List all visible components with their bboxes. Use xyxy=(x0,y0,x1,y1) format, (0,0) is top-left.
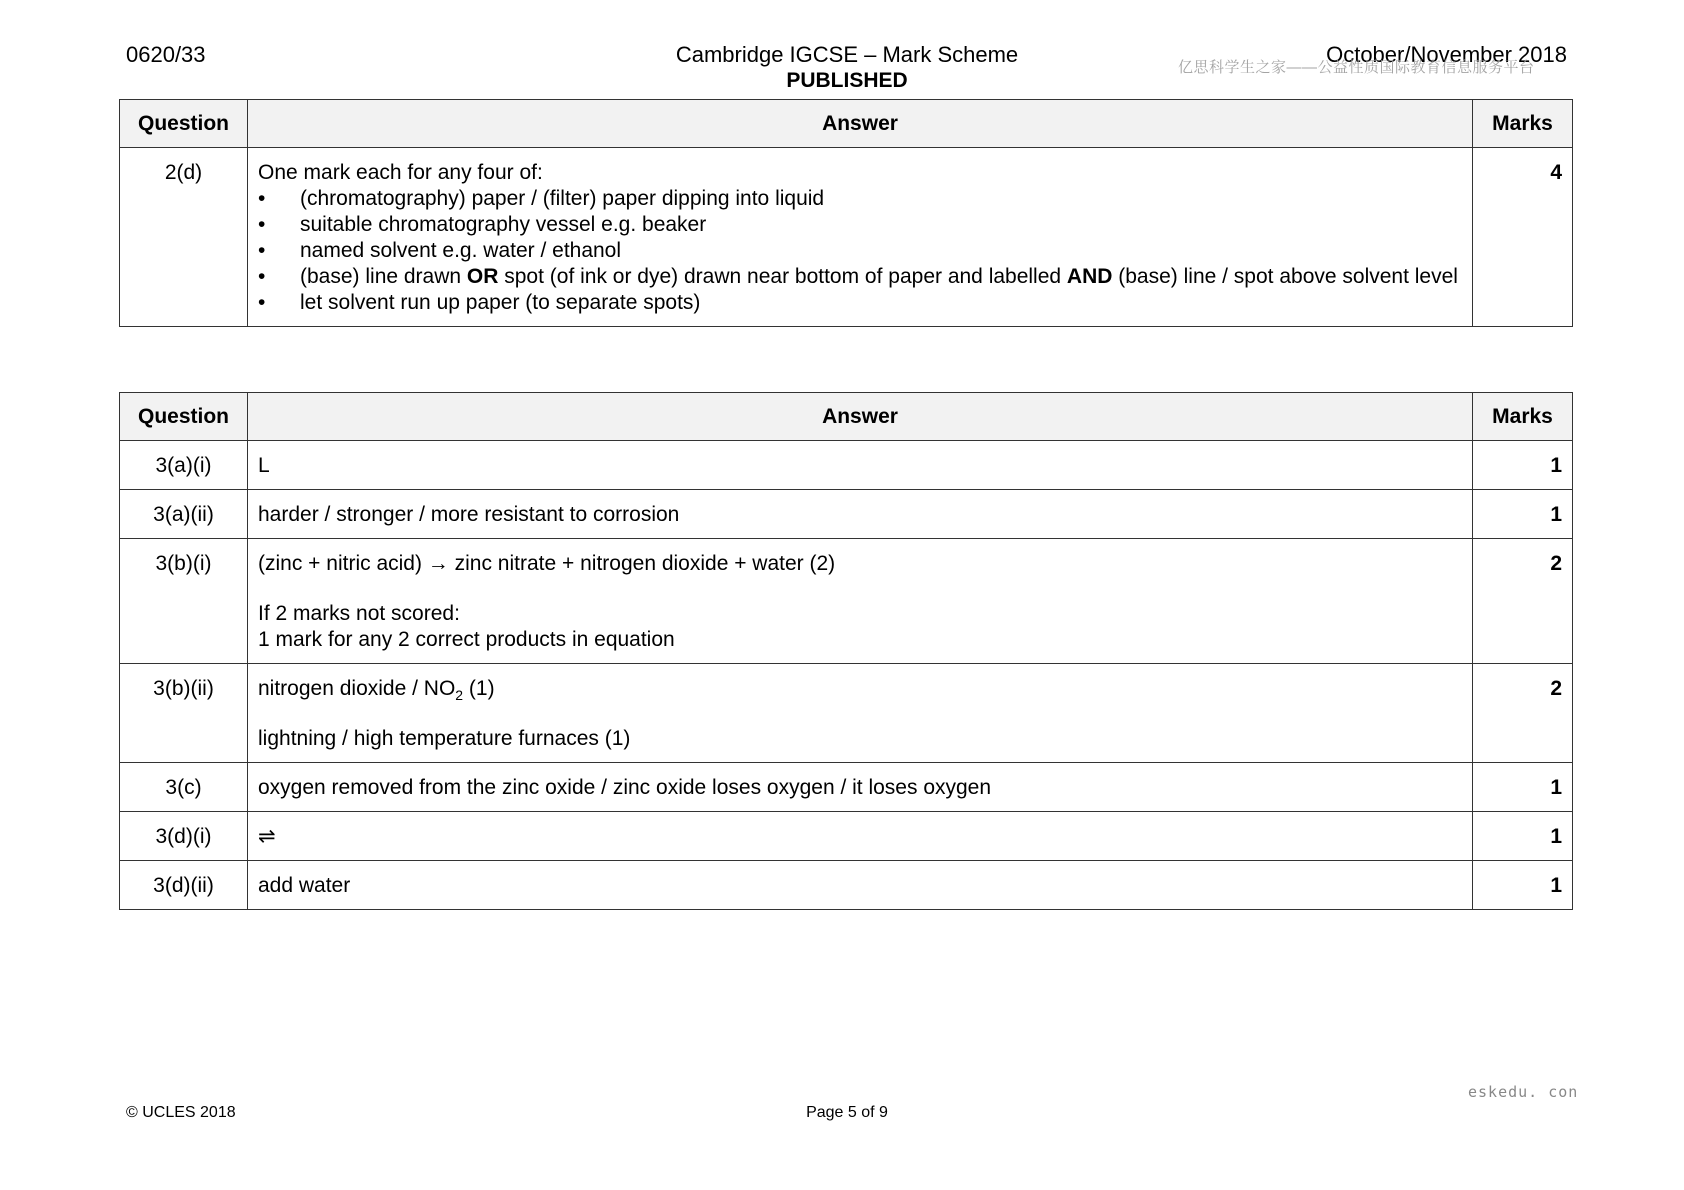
column-header-question: Question xyxy=(120,100,248,148)
question-number: 3(d)(ii) xyxy=(120,861,248,910)
column-header-marks: Marks xyxy=(1473,393,1573,441)
marks-value: 1 xyxy=(1473,490,1573,539)
question-number: 3(d)(i) xyxy=(120,812,248,861)
mark-scheme-table-2 xyxy=(119,392,1573,910)
column-header-answer: Answer xyxy=(248,393,1473,441)
column-header-question: Question xyxy=(120,393,248,441)
mark-scheme-table-1 xyxy=(119,99,1573,327)
table-row xyxy=(120,148,1573,327)
publish-status: PUBLISHED xyxy=(786,69,908,92)
answer-line: If 2 marks not scored: xyxy=(258,602,460,625)
answer-cell xyxy=(248,539,1473,664)
table-row xyxy=(120,861,1573,910)
table-header-row xyxy=(120,393,1573,441)
list-item: • let solvent run up paper (to separate spots) xyxy=(258,290,1462,316)
paper-code: 0620/33 xyxy=(126,42,206,67)
text-fragment: spot (of ink or dye) drawn near bottom of paper and labelled xyxy=(498,265,1067,288)
answer-intro: One mark each for any four of: xyxy=(258,161,543,184)
column-header-marks: Marks xyxy=(1473,100,1573,148)
question-number: 3(c) xyxy=(120,763,248,812)
answer-line: lightning / high temperature furnaces (1) xyxy=(258,727,631,750)
table-row xyxy=(120,490,1573,539)
answer-cell xyxy=(248,148,1473,327)
page-number: Page 5 of 9 xyxy=(806,1104,888,1121)
list-item: • suitable chromatography vessel e.g. beaker xyxy=(258,212,1462,238)
marks-value: 2 xyxy=(1473,664,1573,763)
document-title: Cambridge IGCSE – Mark Scheme xyxy=(675,42,1019,67)
answer-cell xyxy=(248,664,1473,763)
bold-keyword: OR xyxy=(466,265,499,288)
table-row xyxy=(120,812,1573,861)
table-row xyxy=(120,664,1573,763)
marks-value: 1 xyxy=(1473,812,1573,861)
marks-value: 2 xyxy=(1473,539,1573,664)
answer-line: 1 mark for any 2 correct products in equation xyxy=(258,628,675,651)
answer-cell: add water xyxy=(248,861,1473,910)
exam-session: October/November 2018 xyxy=(1326,42,1567,67)
list-item: • named solvent e.g. water / ethanol xyxy=(258,238,1462,264)
text-fragment: (base) line / spot above solvent level xyxy=(1112,265,1458,288)
subscript: 2 xyxy=(455,687,464,704)
column-header-answer: Answer xyxy=(248,100,1473,148)
text-fragment: (1) xyxy=(463,677,495,700)
table-header-row xyxy=(120,100,1573,148)
copyright-notice: © UCLES 2018 xyxy=(126,1104,236,1121)
answer-cell: harder / stronger / more resistant to corrosion xyxy=(248,490,1473,539)
watermark-text: 亿思科学生之家——公益性质国际教育信息服务平台 xyxy=(1178,59,1535,76)
question-number: 2(d) xyxy=(120,148,248,327)
site-watermark: eskedu. con xyxy=(1468,1083,1579,1101)
answer-bullet-list xyxy=(258,186,1462,316)
answer-cell: L xyxy=(248,441,1473,490)
text-fragment: nitrogen dioxide / NO xyxy=(258,677,456,700)
table-row xyxy=(120,763,1573,812)
marks-value: 1 xyxy=(1473,441,1573,490)
text-fragment: (base) line drawn xyxy=(300,265,467,288)
answer-line xyxy=(258,676,1462,702)
question-number: 3(b)(ii) xyxy=(120,664,248,763)
list-item xyxy=(258,264,1462,290)
marks-value: 1 xyxy=(1473,763,1573,812)
marks-value: 1 xyxy=(1473,861,1573,910)
answer-cell: oxygen removed from the zinc oxide / zinc oxide loses oxygen / it loses oxygen xyxy=(248,763,1473,812)
bold-keyword: AND xyxy=(1066,265,1113,288)
table-row xyxy=(120,539,1573,664)
question-number: 3(b)(i) xyxy=(120,539,248,664)
question-number: 3(a)(i) xyxy=(120,441,248,490)
question-number: 3(a)(ii) xyxy=(120,490,248,539)
answer-line: (zinc + nitric acid) → zinc nitrate + nitrogen dioxide + water (2) xyxy=(258,552,836,575)
marks-value: 4 xyxy=(1473,148,1573,327)
answer-cell: ⇌ xyxy=(248,812,1473,861)
table-row xyxy=(120,441,1573,490)
list-item: • (chromatography) paper / (filter) paper dipping into liquid xyxy=(258,186,1462,212)
